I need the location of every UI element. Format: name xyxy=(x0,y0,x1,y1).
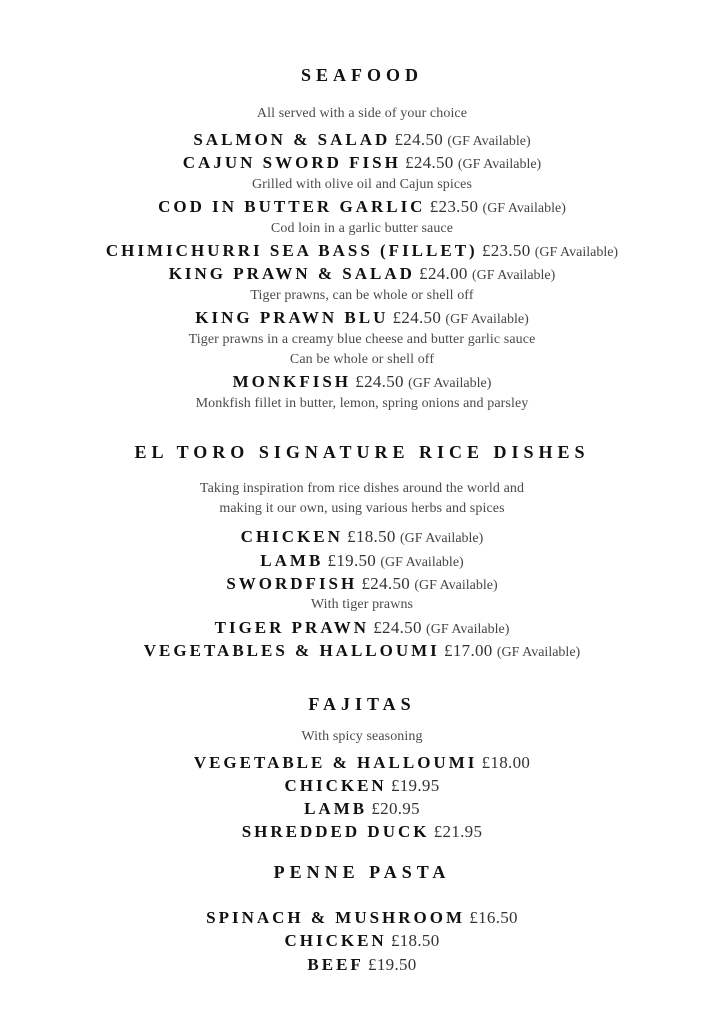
item-price: £19.50 xyxy=(368,955,417,974)
item-description: Grilled with olive oil and Cajun spices xyxy=(251,177,473,192)
menu-item-fajita-lamb xyxy=(0,799,724,819)
item-description: Can be whole or shell off xyxy=(289,352,435,367)
item-name: KING PRAWN & SALAD xyxy=(168,264,415,283)
gf-note: (GF Available) xyxy=(414,578,498,593)
menu-item-pasta-beef xyxy=(0,955,724,975)
menu-item-fajita-chicken xyxy=(0,776,724,796)
item-price: £24.50 xyxy=(394,130,444,149)
item-description: Tiger prawns, can be whole or shell off xyxy=(250,288,474,303)
section-subtitle-rice: making it our own, using various herbs and spices xyxy=(219,501,505,516)
item-price: £21.95 xyxy=(433,822,483,841)
item-description: Monkfish fillet in butter, lemon, spring onions and parsley xyxy=(195,396,529,411)
item-price: £24.00 xyxy=(419,264,468,283)
gf-note: (GF Available) xyxy=(426,622,510,637)
menu-item-rice-chicken xyxy=(0,527,724,547)
menu-item-salmon xyxy=(0,130,724,150)
section-subtitle-fajitas: With spicy seasoning xyxy=(301,729,423,744)
item-price: £18.50 xyxy=(347,527,396,546)
menu-item-cajun-sword-fish xyxy=(0,153,724,173)
item-name: CHICKEN xyxy=(240,527,343,546)
gf-note: (GF Available) xyxy=(471,268,556,283)
item-name: COD IN BUTTER GARLIC xyxy=(158,197,426,216)
section-title-pasta: PENNE PASTA xyxy=(273,862,451,882)
item-price: £18.00 xyxy=(481,753,531,772)
item-description: With tiger prawns xyxy=(310,597,414,612)
section-subtitle-seafood: All served with a side of your choice xyxy=(256,106,468,121)
menu-item-sea-bass xyxy=(0,241,724,261)
item-name: BEEF xyxy=(307,955,364,974)
menu-item-king-prawn-blu xyxy=(0,308,724,328)
item-name: VEGETABLES & HALLOUMI xyxy=(143,641,440,660)
section-title-fajitas: FAJITAS xyxy=(308,694,416,714)
menu-item-rice-swordfish xyxy=(0,574,724,594)
item-name: SALMON & SALAD xyxy=(193,130,391,149)
item-name: CAJUN SWORD FISH xyxy=(182,153,401,172)
item-price: £19.50 xyxy=(327,551,377,570)
item-name: KING PRAWN BLU xyxy=(195,308,389,327)
section-title-rice: EL TORO SIGNATURE RICE DISHES xyxy=(134,442,590,462)
menu-item-cod xyxy=(0,197,724,217)
gf-note: (GF Available) xyxy=(534,245,619,260)
menu-item-pasta-spinach xyxy=(0,908,724,928)
item-price: £17.00 xyxy=(444,641,493,660)
item-price: £19.95 xyxy=(390,776,440,795)
section-title-seafood: SEAFOOD xyxy=(300,65,423,85)
item-name: VEGETABLE & HALLOUMI xyxy=(193,753,478,772)
item-name: CHICKEN xyxy=(284,776,387,795)
item-description: Tiger prawns in a creamy blue cheese and butter garlic sauce xyxy=(188,332,536,347)
menu-item-rice-tiger-prawn xyxy=(0,618,724,638)
gf-note: (GF Available) xyxy=(399,531,484,546)
gf-note: (GF Available) xyxy=(482,201,566,216)
item-name: LAMB xyxy=(260,551,324,570)
menu-item-fajita-vegetable xyxy=(0,753,724,773)
item-price: £24.50 xyxy=(355,372,404,391)
menu-item-pasta-chicken xyxy=(0,931,724,951)
menu-item-rice-vegetables xyxy=(0,641,724,661)
item-name: CHIMICHURRI SEA BASS (FILLET) xyxy=(105,241,478,260)
item-price: £24.50 xyxy=(405,153,454,172)
item-name: CHICKEN xyxy=(284,931,387,950)
gf-note: (GF Available) xyxy=(408,376,492,391)
item-price: £23.50 xyxy=(429,197,479,216)
item-name: SWORDFISH xyxy=(226,574,358,593)
item-price: £16.50 xyxy=(469,908,518,927)
item-price: £24.50 xyxy=(373,618,422,637)
item-price: £23.50 xyxy=(481,241,531,260)
gf-note: (GF Available) xyxy=(447,134,531,149)
gf-note: (GF Available) xyxy=(496,645,581,660)
menu-item-fajita-duck xyxy=(0,822,724,842)
section-subtitle-rice: Taking inspiration from rice dishes around the world and xyxy=(199,481,525,496)
item-price: £24.50 xyxy=(392,308,442,327)
item-name: TIGER PRAWN xyxy=(214,618,369,637)
item-price: £18.50 xyxy=(390,931,440,950)
gf-note: (GF Available) xyxy=(457,157,542,172)
menu-item-monkfish xyxy=(0,372,724,392)
item-name: SHREDDED DUCK xyxy=(241,822,430,841)
menu-item-king-prawn-salad xyxy=(0,264,724,284)
gf-note: (GF Available) xyxy=(445,312,529,327)
item-name: LAMB xyxy=(304,799,368,818)
item-price: £24.50 xyxy=(361,574,411,593)
item-name: MONKFISH xyxy=(232,372,352,391)
item-name: SPINACH & MUSHROOM xyxy=(206,908,466,927)
gf-note: (GF Available) xyxy=(380,555,464,570)
item-description: Cod loin in a garlic butter sauce xyxy=(270,221,454,236)
item-price: £20.95 xyxy=(371,799,420,818)
menu-item-rice-lamb xyxy=(0,551,724,571)
